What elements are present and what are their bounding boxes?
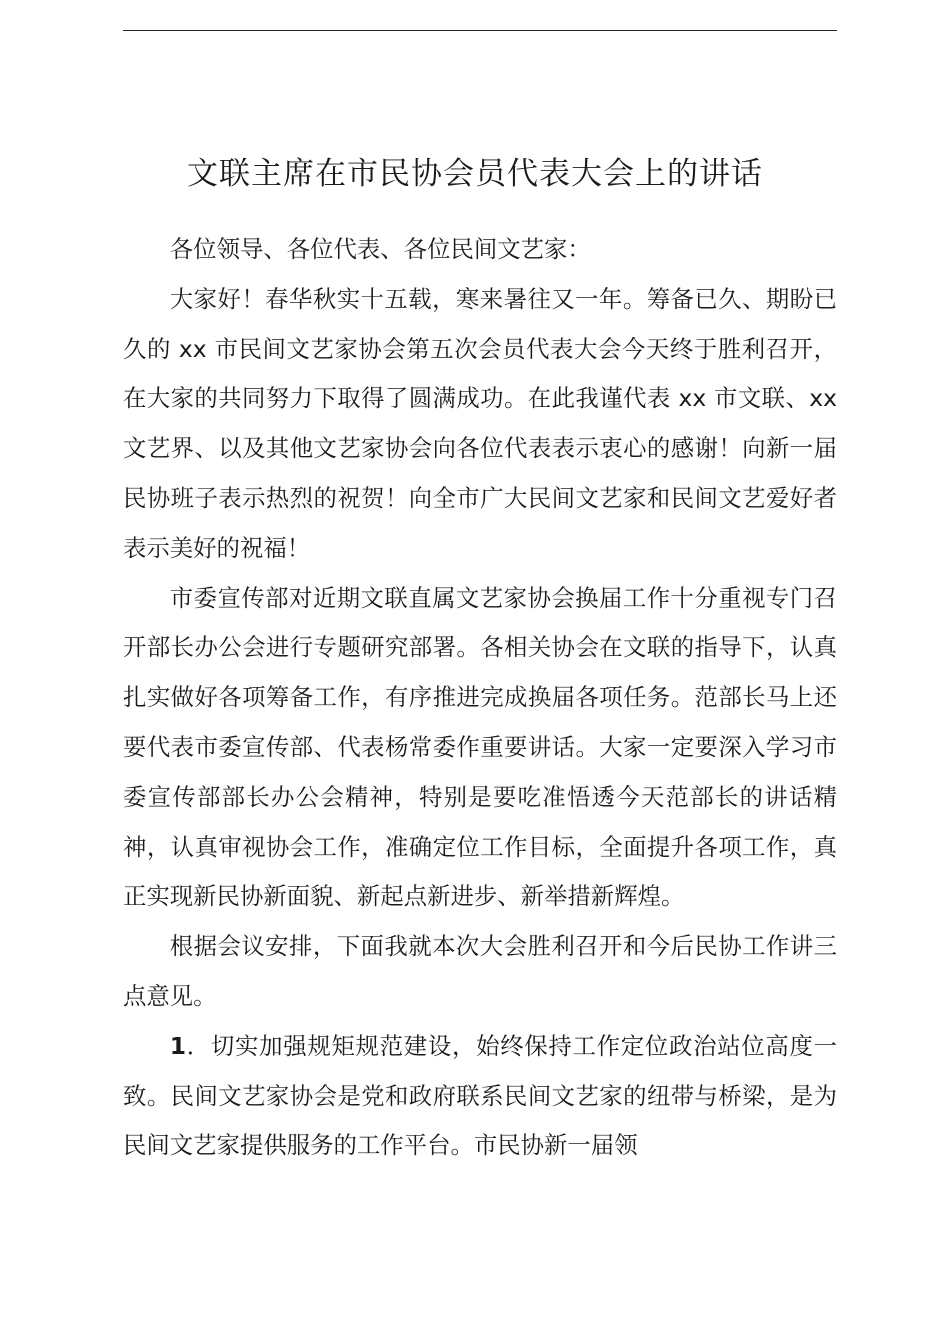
document-body: [123, 225, 837, 1171]
item-1-text: ．切实加强规矩规范建设，始终保持工作定位政治站位高度一致。民间文艺家协会是党和政府联系民间文艺家的纽带与桥梁，是为民间文艺家提供服务的工作平台。市民协新一届领: [123, 1031, 837, 1160]
header-rule: [123, 30, 837, 31]
document-title: 文联主席在市民协会员代表大会上的讲话: [187, 156, 763, 192]
paragraph-three-opinions: 根据会议安排，下面我就本次大会胜利召开和今后民协工作讲三点意见。: [123, 932, 837, 1010]
paragraph-propaganda-department: 市委宣传部对近期文联直属文艺家协会换届工作十分重视专门召开部长办公会进行专题研究部署。各相关协会在文联的指导下，认真扎实做好各项筹备工作，有序推进完成换届各项任务。范部长马上还要代表市委宣传部、代表杨常委作重要讲话。大家一定要深入学习市委宣传部部长办公会精神，特别是要吃准悟透今天范部长的讲话精神，认真审视协会工作，准确定位工作目标，全面提升各项工作，真正实现新民协新面貌、新起点新进步、新举措新辉煌。: [123, 583, 837, 911]
item-1-number: 1: [169, 1031, 187, 1060]
paragraph-item-1: [123, 1022, 837, 1171]
salutation: 各位领导、各位代表、各位民间文艺家：: [169, 235, 591, 263]
paragraph-greeting: 大家好！春华秋实十五载，寒来暑往又一年。筹备已久、期盼已久的 xx 市民间文艺家协会第五次会员代表大会今天终于胜利召开，在大家的共同努力下取得了圆满成功。在此我谨代表 xx 市文联、xx 文艺界、以及其他文艺家协会向各位代表表示衷心的感谢！向新一届民协班子表示热烈的祝贺！向全市广大民间文艺家和民间文艺爱好者表示美好的祝福！: [123, 284, 837, 562]
